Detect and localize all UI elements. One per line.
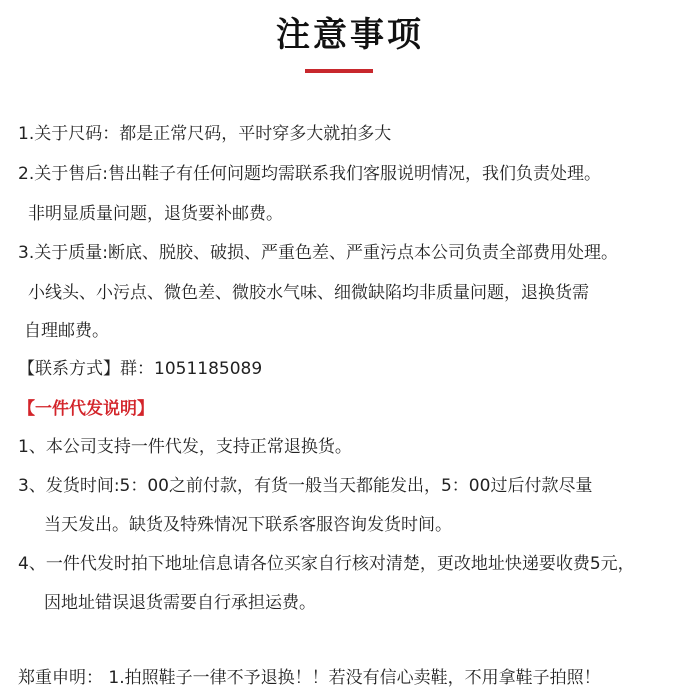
- dropship-item-4-cont: 因地址错误退货需要自行承担运费。: [44, 593, 316, 613]
- size-note: 1.关于尺码：都是正常尺码，平时穿多大就拍多大: [18, 124, 392, 144]
- dropship-item-3: 3、发货时间:5：00之前付款，有货一般当天都能发出，5：00过后付款尽量: [18, 476, 593, 496]
- dropship-item-3-cont: 当天发出。缺货及特殊情况下联系客服咨询发货时间。: [44, 515, 452, 535]
- page-title: 注意事项: [276, 15, 424, 55]
- dropship-item-1: 1、本公司支持一件代发，支持正常退换货。: [18, 437, 352, 457]
- quality-note-cont-2: 自理邮费。: [24, 321, 109, 341]
- title-underline: [305, 69, 373, 73]
- after-sales-note: 2.关于售后:售出鞋子有任何问题均需联系我们客服说明情况，我们负责处理。: [18, 164, 601, 184]
- quality-note-cont: 小线头、小污点、微色差、微胶水气味、细微缺陷均非质量问题，退换货需: [28, 283, 589, 303]
- quality-note: 3.关于质量:断底、脱胶、破损、严重色差、严重污点本公司负责全部费用处理。: [18, 243, 618, 263]
- after-sales-note-cont: 非明显质量问题，退货要补邮费。: [28, 204, 283, 224]
- dropship-item-4: 4、一件代发时拍下地址信息请各位买家自行核对清楚，更改地址快递要收费5元，: [18, 554, 635, 574]
- solemn-statement: 郑重申明： 1.拍照鞋子一律不予退换！！若没有信心卖鞋，不用拿鞋子拍照！: [18, 668, 601, 688]
- dropship-heading: 【一件代发说明】: [18, 399, 154, 419]
- contact-info: 【联系方式】群：1051185089: [18, 359, 263, 379]
